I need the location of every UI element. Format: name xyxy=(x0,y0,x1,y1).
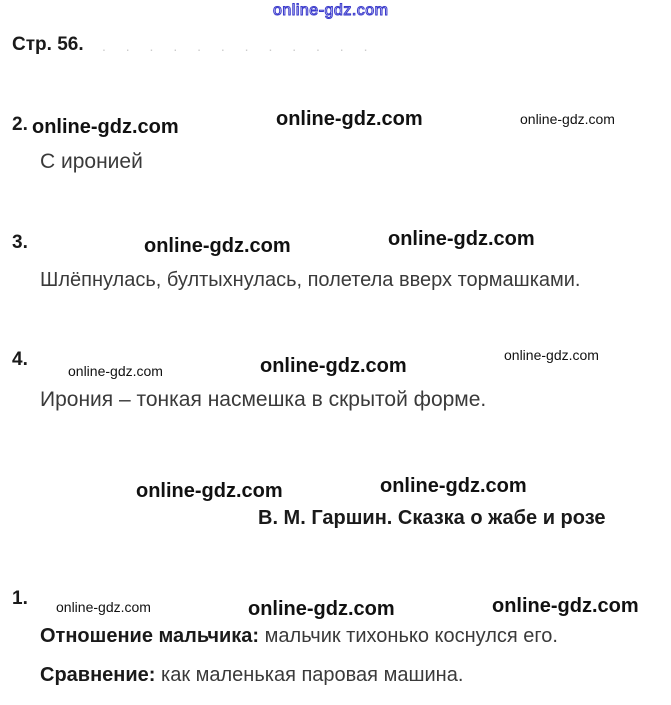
comparison-text: как маленькая паровая машина. xyxy=(155,664,464,686)
question-number-1: 1. xyxy=(12,588,28,609)
answer-4: Ирония – тонкая насмешка в скрытой форме. xyxy=(40,388,487,411)
watermark: online-gdz.com xyxy=(32,116,179,138)
answer-3: Шлёпнулась, бултыхнулась, полетела вверх тормашками. xyxy=(40,269,581,291)
watermark: online-gdz.com xyxy=(492,595,639,617)
watermark: online-gdz.com xyxy=(136,480,283,502)
watermark: online-gdz.com xyxy=(504,347,599,363)
watermark: online-gdz.com xyxy=(520,111,615,127)
answer-line-1 xyxy=(40,625,558,648)
watermark: online-gdz.com xyxy=(276,108,423,130)
watermark: online-gdz.com xyxy=(388,228,535,250)
watermark: online-gdz.com xyxy=(144,235,291,257)
question-number-4: 4. xyxy=(12,349,28,370)
answer-line-2 xyxy=(40,664,463,687)
site-watermark: online-gdz.com xyxy=(273,2,389,19)
question-number-3: 3. xyxy=(12,232,28,253)
relation-label: Отношение мальчика: xyxy=(40,625,260,647)
watermark: online-gdz.com xyxy=(380,475,527,497)
relation-text: мальчик тихонько коснулся его. xyxy=(259,625,558,647)
watermark: online-gdz.com xyxy=(68,363,163,379)
watermark: online-gdz.com xyxy=(248,598,395,620)
answer-2: С иронией xyxy=(40,150,143,173)
watermark: online-gdz.com xyxy=(56,599,151,615)
page-label: Стр. 56. xyxy=(12,34,84,55)
faint-dots: . . . . . . . . . . . . xyxy=(102,38,376,54)
question-number-2: 2. xyxy=(12,114,28,135)
watermark: online-gdz.com xyxy=(260,355,407,377)
section-heading: В. М. Гаршин. Сказка о жабе и розе xyxy=(258,507,606,529)
comparison-label: Сравнение: xyxy=(40,664,156,686)
